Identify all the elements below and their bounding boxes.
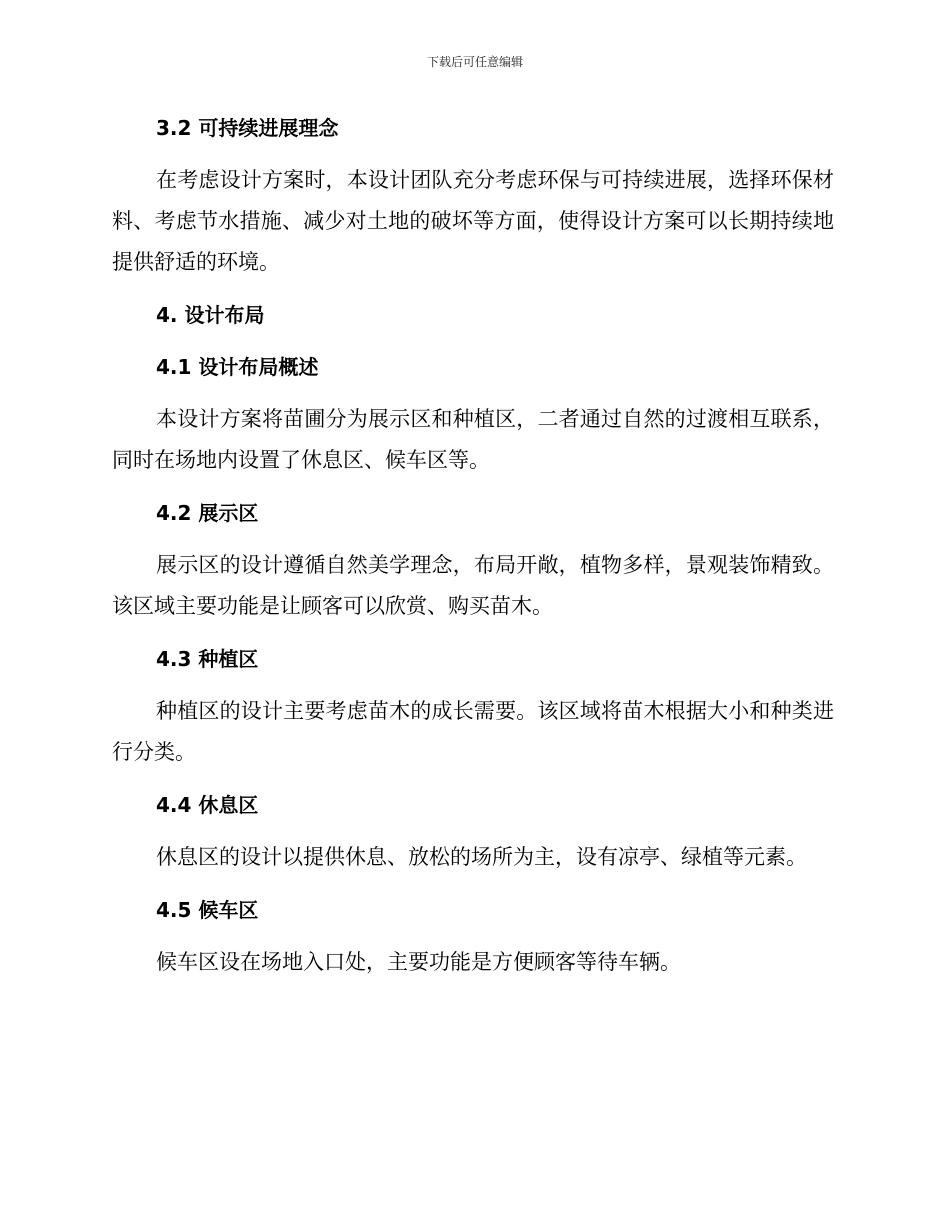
page-header: 下载后可任意编辑 bbox=[426, 55, 523, 69]
section-heading-4-2: 4.2 展示区 bbox=[156, 501, 259, 525]
paragraph-layout-overview: 本设计方案将苗圃分为展示区和种植区，二者通过自然的过渡相互联系，同时在场地内设置了休息区、候车区等。 bbox=[112, 407, 834, 472]
section-heading-4: 4. 设计布局 bbox=[156, 303, 265, 327]
paragraph-rest-area: 休息区的设计以提供休息、放松的场所为主，设有凉亭、绿植等元素。 bbox=[156, 845, 807, 869]
section-heading-3-2: 3.2 可持续进展理念 bbox=[156, 116, 339, 140]
paragraph-planting-area: 种植区的设计主要考虑苗木的成长需要。该区域将苗木根据大小和种类进行分类。 bbox=[112, 699, 834, 764]
section-heading-4-3: 4.3 种植区 bbox=[156, 647, 259, 671]
document-body bbox=[112, 108, 834, 995]
paragraph-display-area: 展示区的设计遵循自然美学理念，布局开敞，植物多样，景观装饰精致。该区域主要功能是让顾客可以欣赏、购买苗木。 bbox=[112, 553, 834, 618]
section-heading-4-5: 4.5 候车区 bbox=[156, 898, 259, 922]
section-heading-4-4: 4.4 休息区 bbox=[156, 793, 259, 817]
paragraph-sustainability: 在考虑设计方案时，本设计团队充分考虑环保与可持续进展，选择环保材料、考虑节水措施、减少对土地的破坏等方面，使得设计方案可以长期持续地提供舒适的环境。 bbox=[112, 168, 834, 274]
paragraph-waiting-area: 候车区设在场地入口处，主要功能是方便顾客等待车辆。 bbox=[156, 950, 681, 974]
section-heading-4-1: 4.1 设计布局概述 bbox=[156, 355, 319, 379]
